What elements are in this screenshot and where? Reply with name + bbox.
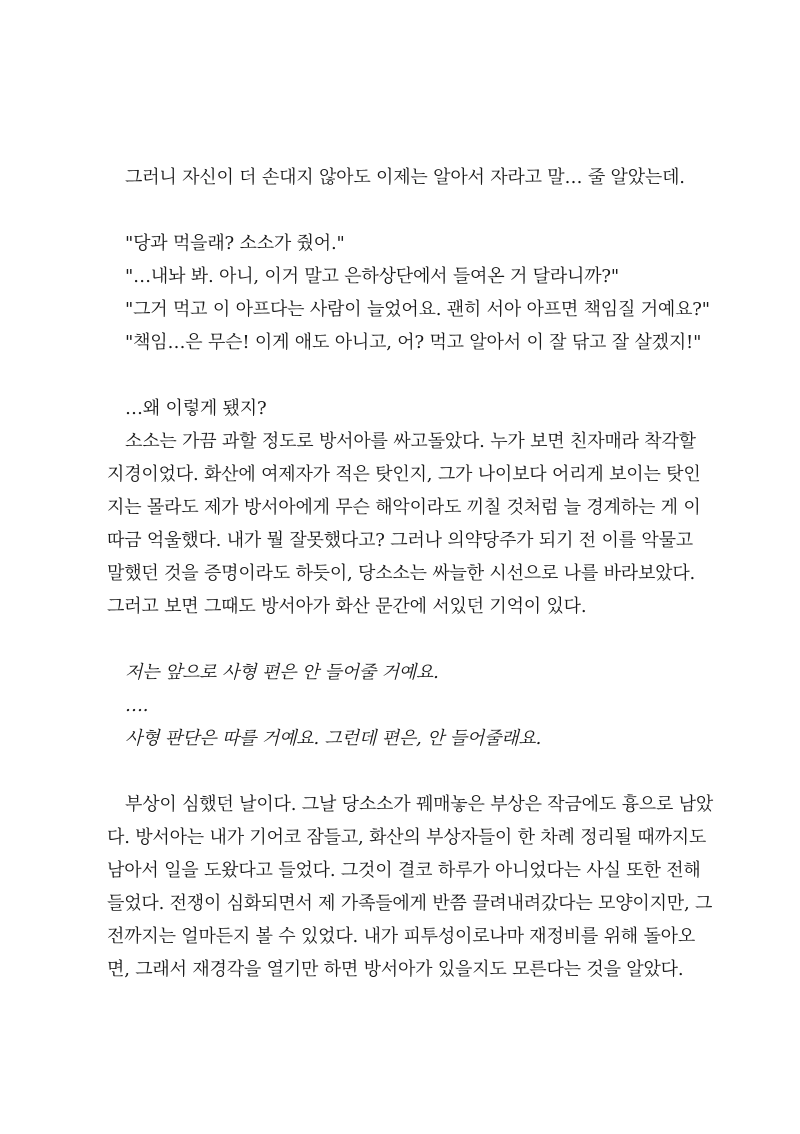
narration-line: 그러니 자신이 더 손대지 않아도 이제는 알아서 자라고 말… 줄 알았는데. xyxy=(125,167,685,188)
italic-memory-line: 사형 판단은 따를 거예요. 그런데 편은, 안 들어줄래요. xyxy=(125,728,542,749)
paragraph-line: 지는 몰라도 제가 방서아에게 무슨 해악이라도 끼칠 것처럼 늘 경계하는 게 이 xyxy=(107,497,701,518)
paragraph-line: 소소는 가끔 과할 정도로 방서아를 싸고돌았다. 누가 보면 친자매라 착각할 xyxy=(125,431,696,452)
paragraph-line: 다. 방서아는 내가 기어코 잠들고, 화산의 부상자들이 한 차례 정리될 때까지도 xyxy=(107,827,707,848)
paragraph-line: 그러고 보면 그때도 방서아가 화산 문간에 서있던 기억이 있다. xyxy=(107,596,587,617)
dialogue-line: "…내놔 봐. 아니, 이거 말고 은하상단에서 들여온 거 달라니까?" xyxy=(125,266,619,287)
italic-memory-line: …. xyxy=(125,695,149,716)
paragraph-line: 면, 그래서 재경각을 열기만 하면 방서아가 있을지도 모른다는 것을 알았다. xyxy=(107,959,684,980)
narration-line: …왜 이렇게 됐지? xyxy=(125,398,267,419)
paragraph-line: 말했던 것을 증명이라도 하듯이, 당소소는 싸늘한 시선으로 나를 바라보았다. xyxy=(107,563,696,584)
paragraph-line: 부상이 심했던 날이다. 그날 당소소가 꿰매놓은 부상은 작금에도 흉으로 남았 xyxy=(125,794,714,815)
paragraph-line: 따금 억울했다. 내가 뭘 잘못했다고? 그러나 의약당주가 되기 전 이를 악물고 xyxy=(107,530,693,551)
italic-memory-line: 저는 앞으로 사형 편은 안 들어줄 거예요. xyxy=(125,662,439,683)
dialogue-line: "당과 먹을래? 소소가 줬어." xyxy=(125,233,345,254)
paragraph-line: 지경이었다. 화산에 여제자가 적은 탓인지, 그가 나이보다 어리게 보이는 탓인 xyxy=(107,464,701,485)
paragraph-line: 남아서 일을 도왔다고 들었다. 그것이 결코 하루가 아니었다는 사실 또한 전해 xyxy=(107,860,701,881)
paragraph-line: 들었다. 전쟁이 심화되면서 제 가족들에게 반쯤 끌려내려갔다는 모양이지만, 그 xyxy=(107,893,713,914)
paragraph-line: 전까지는 얼마든지 볼 수 있었다. 내가 피투성이로나마 재정비를 위해 돌아오 xyxy=(107,926,696,947)
dialogue-line: "그거 먹고 이 아프다는 사람이 늘었어요. 괜히 서아 아프면 책임질 거예요?" xyxy=(125,299,710,320)
dialogue-line: "책임…은 무슨! 이게 애도 아니고, 어? 먹고 알아서 이 잘 닦고 잘 살겠지!" xyxy=(125,332,702,353)
